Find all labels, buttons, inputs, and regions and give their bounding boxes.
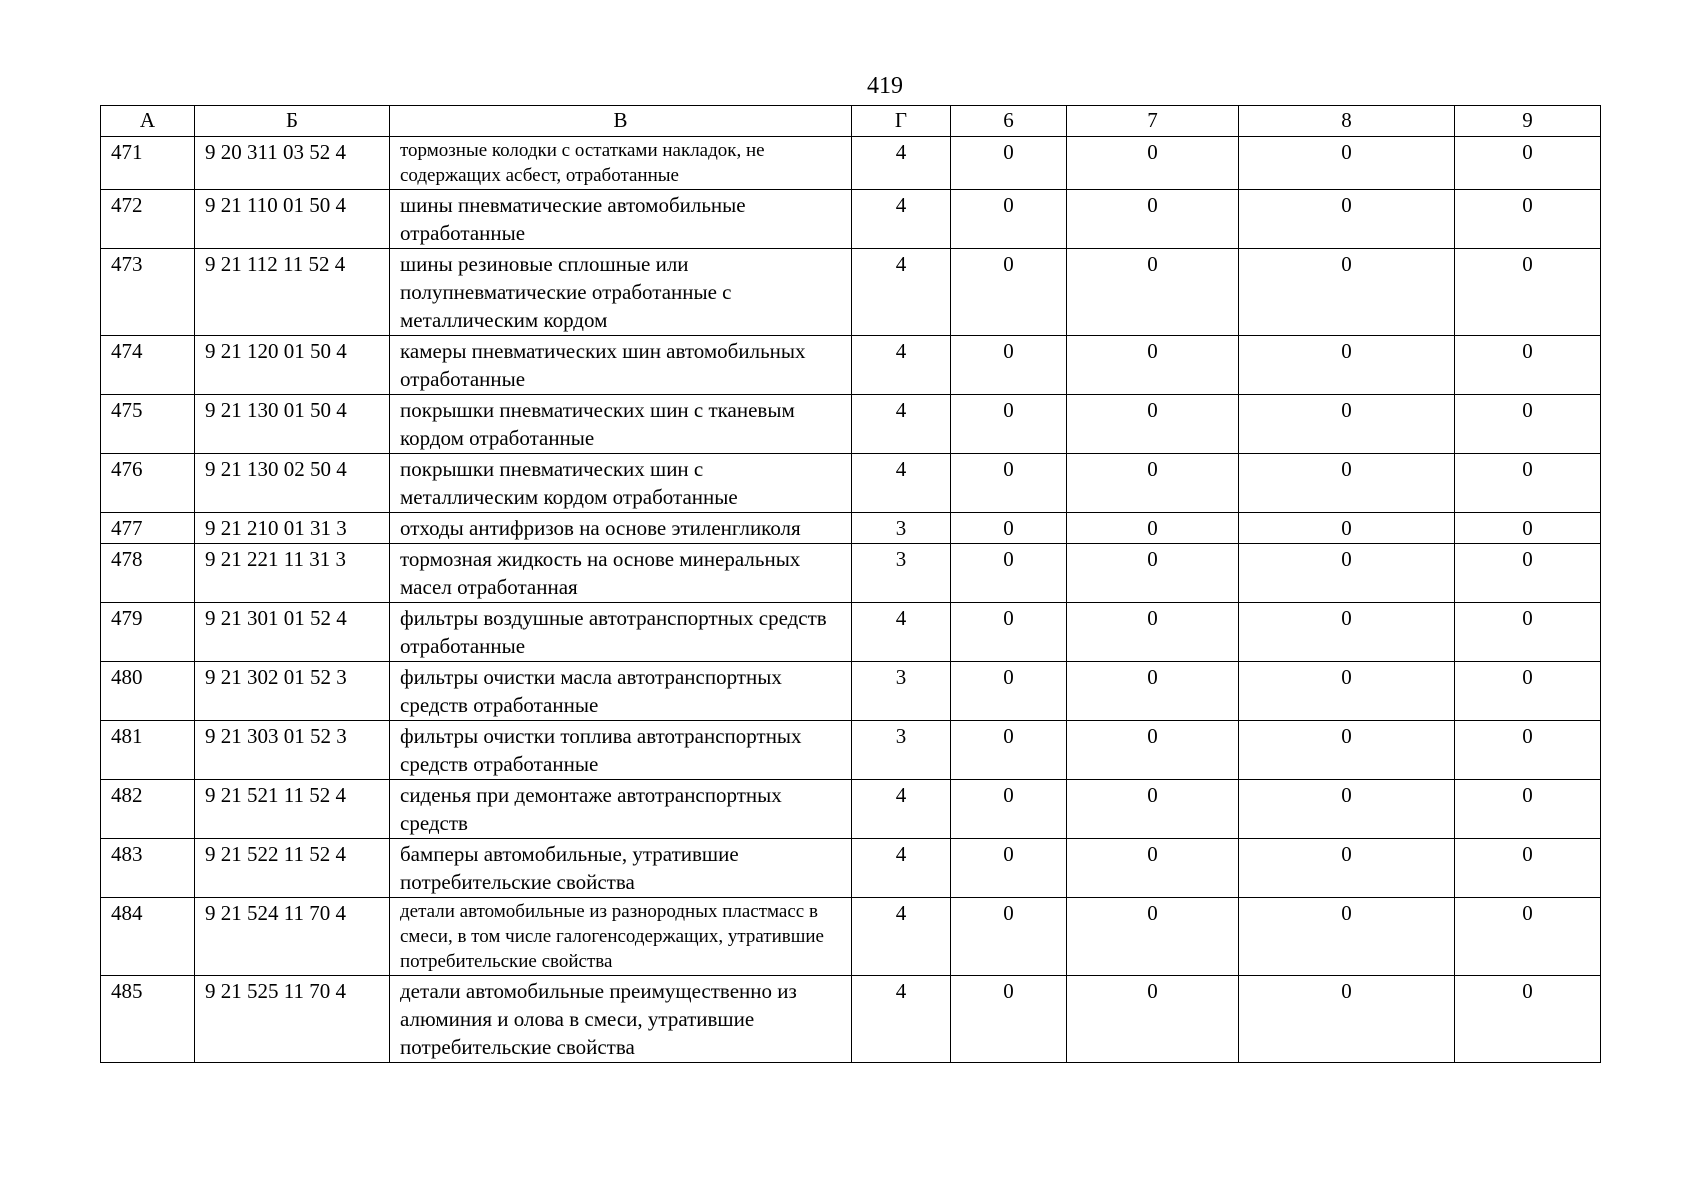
cell-row-number: 480 [101,662,195,721]
cell-waste-name: покрышки пневматических шин с тканевым кордом отработанные [390,395,852,454]
cell-col-9: 0 [1455,513,1601,544]
cell-col-6: 0 [951,513,1067,544]
cell-row-number: 479 [101,603,195,662]
cell-waste-code: 9 21 112 11 52 4 [195,249,390,336]
cell-waste-code: 9 21 522 11 52 4 [195,839,390,898]
cell-col-9: 0 [1455,780,1601,839]
cell-col-6: 0 [951,137,1067,190]
cell-hazard-class: 4 [852,137,951,190]
cell-col-8: 0 [1239,780,1455,839]
page-number: 419 [867,73,903,99]
cell-waste-code: 9 21 130 02 50 4 [195,454,390,513]
cell-col-8: 0 [1239,603,1455,662]
cell-waste-code: 9 21 521 11 52 4 [195,780,390,839]
cell-col-6: 0 [951,454,1067,513]
cell-col-9: 0 [1455,454,1601,513]
cell-hazard-class: 3 [852,513,951,544]
header-col-8: 8 [1239,106,1455,137]
table-row [101,513,1601,544]
cell-hazard-class: 4 [852,976,951,1063]
cell-col-9: 0 [1455,898,1601,976]
cell-waste-code: 9 21 524 11 70 4 [195,898,390,976]
cell-col-6: 0 [951,662,1067,721]
cell-waste-code: 9 21 302 01 52 3 [195,662,390,721]
table-row [101,780,1601,839]
header-col-a: А [101,106,195,137]
cell-hazard-class: 4 [852,395,951,454]
cell-col-7: 0 [1067,603,1239,662]
cell-row-number: 472 [101,190,195,249]
table-row [101,249,1601,336]
cell-hazard-class: 4 [852,454,951,513]
cell-row-number: 483 [101,839,195,898]
cell-waste-name: тормозная жидкость на основе минеральных масел отработанная [390,544,852,603]
cell-col-6: 0 [951,780,1067,839]
cell-waste-name: шины пневматические автомобильные отработанные [390,190,852,249]
cell-waste-code: 9 21 525 11 70 4 [195,976,390,1063]
cell-col-7: 0 [1067,395,1239,454]
cell-waste-code: 9 21 221 11 31 3 [195,544,390,603]
cell-col-6: 0 [951,976,1067,1063]
cell-col-7: 0 [1067,544,1239,603]
cell-waste-name: детали автомобильные из разнородных пластмасс в смеси, в том числе галогенсодержащих, утратившие потребительские свойства [390,898,852,976]
cell-col-9: 0 [1455,395,1601,454]
table-row [101,454,1601,513]
cell-hazard-class: 3 [852,662,951,721]
cell-col-7: 0 [1067,898,1239,976]
cell-row-number: 471 [101,137,195,190]
cell-row-number: 474 [101,336,195,395]
header-col-6: 6 [951,106,1067,137]
table-row [101,839,1601,898]
cell-col-9: 0 [1455,976,1601,1063]
cell-waste-name: фильтры очистки топлива автотранспортных средств отработанные [390,721,852,780]
cell-col-8: 0 [1239,454,1455,513]
cell-col-7: 0 [1067,454,1239,513]
cell-waste-name: детали автомобильные преимущественно из алюминия и олова в смеси, утратившие потребительские свойства [390,976,852,1063]
table-row [101,603,1601,662]
table-row [101,662,1601,721]
cell-waste-name: отходы антифризов на основе этиленгликоля [390,513,852,544]
cell-row-number: 481 [101,721,195,780]
cell-hazard-class: 4 [852,839,951,898]
cell-col-7: 0 [1067,137,1239,190]
cell-col-8: 0 [1239,513,1455,544]
cell-col-9: 0 [1455,137,1601,190]
cell-col-7: 0 [1067,780,1239,839]
waste-classification-table [100,105,1601,1063]
cell-row-number: 478 [101,544,195,603]
cell-col-7: 0 [1067,190,1239,249]
cell-col-9: 0 [1455,662,1601,721]
cell-waste-code: 9 21 110 01 50 4 [195,190,390,249]
cell-col-8: 0 [1239,249,1455,336]
cell-col-8: 0 [1239,721,1455,780]
cell-col-8: 0 [1239,976,1455,1063]
cell-row-number: 484 [101,898,195,976]
cell-col-8: 0 [1239,839,1455,898]
cell-col-7: 0 [1067,662,1239,721]
cell-hazard-class: 4 [852,898,951,976]
cell-row-number: 485 [101,976,195,1063]
cell-col-7: 0 [1067,721,1239,780]
table-header-row [101,106,1601,137]
cell-col-6: 0 [951,336,1067,395]
cell-waste-code: 9 21 301 01 52 4 [195,603,390,662]
table-row [101,395,1601,454]
cell-col-6: 0 [951,839,1067,898]
cell-hazard-class: 4 [852,249,951,336]
cell-waste-code: 9 20 311 03 52 4 [195,137,390,190]
cell-col-8: 0 [1239,336,1455,395]
cell-col-8: 0 [1239,544,1455,603]
cell-col-7: 0 [1067,249,1239,336]
table-row [101,137,1601,190]
cell-row-number: 482 [101,780,195,839]
cell-col-8: 0 [1239,137,1455,190]
cell-hazard-class: 4 [852,190,951,249]
cell-col-6: 0 [951,395,1067,454]
cell-col-6: 0 [951,190,1067,249]
cell-col-8: 0 [1239,662,1455,721]
table-row [101,976,1601,1063]
cell-col-7: 0 [1067,976,1239,1063]
cell-col-8: 0 [1239,395,1455,454]
cell-waste-name: покрышки пневматических шин с металлическим кордом отработанные [390,454,852,513]
cell-col-9: 0 [1455,336,1601,395]
cell-col-9: 0 [1455,721,1601,780]
cell-col-7: 0 [1067,839,1239,898]
cell-col-9: 0 [1455,190,1601,249]
cell-col-9: 0 [1455,544,1601,603]
cell-row-number: 473 [101,249,195,336]
header-col-b: Б [195,106,390,137]
cell-col-8: 0 [1239,898,1455,976]
header-col-g: Г [852,106,951,137]
cell-col-6: 0 [951,249,1067,336]
cell-row-number: 476 [101,454,195,513]
cell-hazard-class: 4 [852,780,951,839]
header-col-v: В [390,106,852,137]
cell-waste-code: 9 21 303 01 52 3 [195,721,390,780]
cell-waste-code: 9 21 120 01 50 4 [195,336,390,395]
cell-waste-code: 9 21 210 01 31 3 [195,513,390,544]
cell-col-6: 0 [951,544,1067,603]
table-row [101,336,1601,395]
cell-waste-name: фильтры воздушные автотранспортных средств отработанные [390,603,852,662]
cell-col-9: 0 [1455,603,1601,662]
cell-col-6: 0 [951,898,1067,976]
cell-waste-name: шины резиновые сплошные или полупневматические отработанные с металлическим кордом [390,249,852,336]
cell-waste-code: 9 21 130 01 50 4 [195,395,390,454]
cell-col-8: 0 [1239,190,1455,249]
cell-hazard-class: 4 [852,603,951,662]
table-row [101,190,1601,249]
table-body [101,137,1601,1063]
cell-row-number: 475 [101,395,195,454]
cell-col-6: 0 [951,721,1067,780]
cell-waste-name: камеры пневматических шин автомобильных отработанные [390,336,852,395]
table-row [101,721,1601,780]
table-row [101,544,1601,603]
cell-col-6: 0 [951,603,1067,662]
cell-col-7: 0 [1067,513,1239,544]
cell-hazard-class: 3 [852,721,951,780]
header-col-9: 9 [1455,106,1601,137]
cell-hazard-class: 4 [852,336,951,395]
cell-hazard-class: 3 [852,544,951,603]
cell-col-9: 0 [1455,839,1601,898]
cell-col-9: 0 [1455,249,1601,336]
cell-col-7: 0 [1067,336,1239,395]
cell-waste-name: сиденья при демонтаже автотранспортных средств [390,780,852,839]
cell-waste-name: бамперы автомобильные, утратившие потребительские свойства [390,839,852,898]
table-row [101,898,1601,976]
header-col-7: 7 [1067,106,1239,137]
cell-row-number: 477 [101,513,195,544]
cell-waste-name: фильтры очистки масла автотранспортных средств отработанные [390,662,852,721]
cell-waste-name: тормозные колодки с остатками накладок, не содержащих асбест, отработанные [390,137,852,190]
